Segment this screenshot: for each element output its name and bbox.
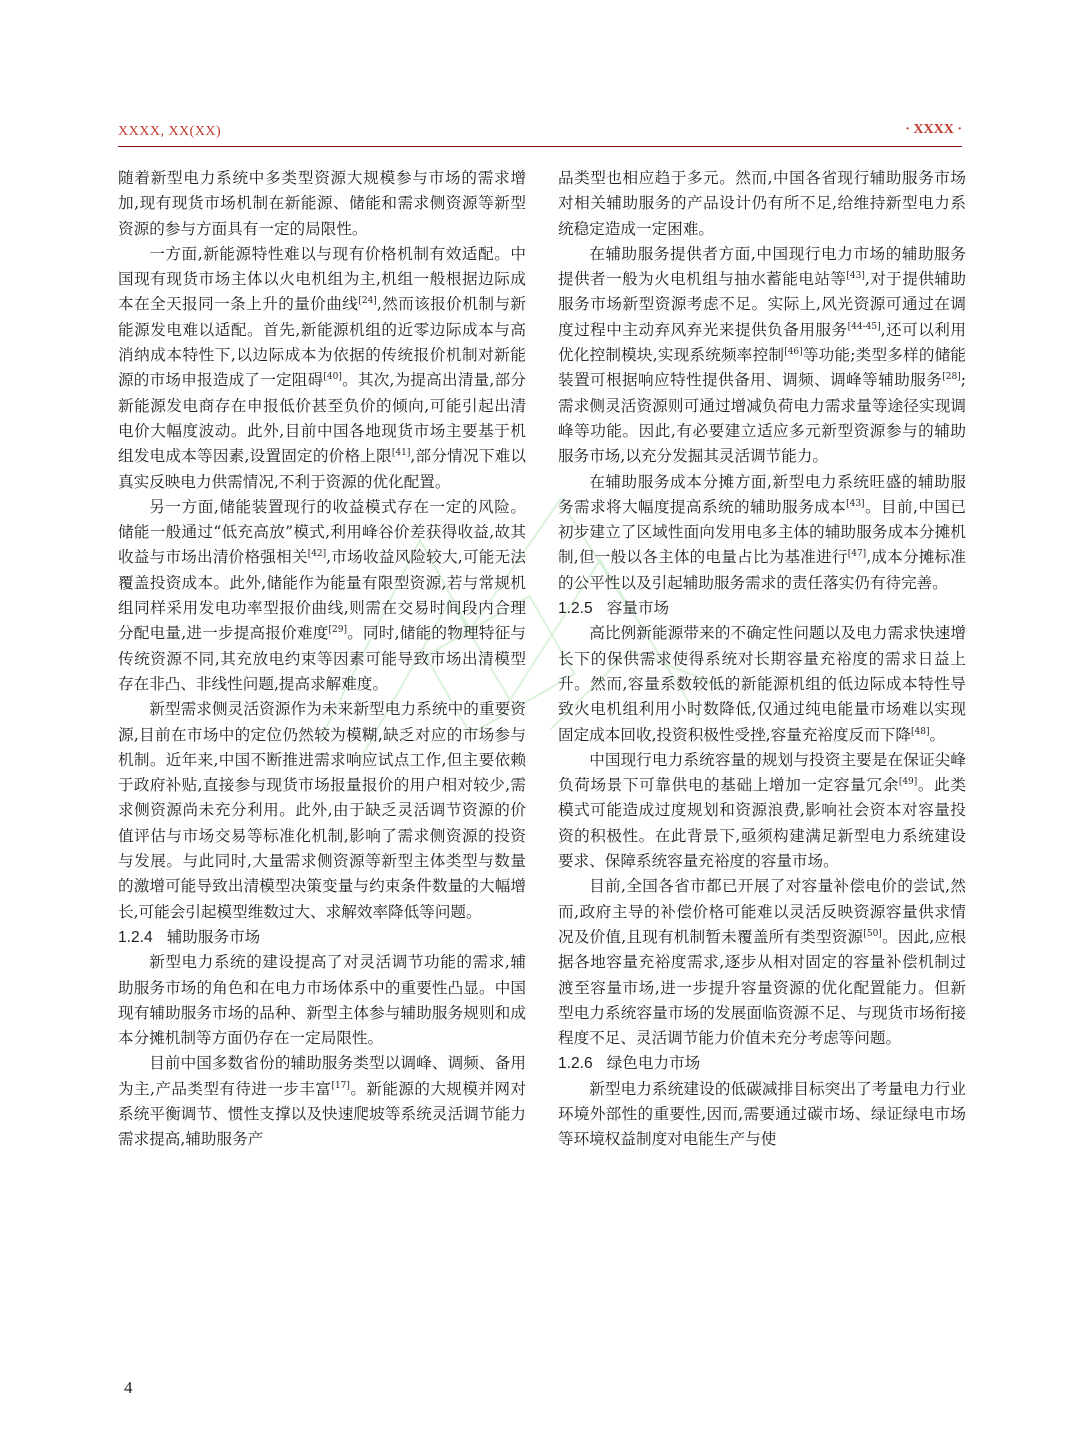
- citation: [43]: [846, 271, 865, 281]
- paragraph: 中国现行电力系统容量的规划与投资主要是在保证尖峰负荷场景下可靠供电的基础上增加一定容量冗余[49]。此类模式可能造成过度规划和资源浪费,影响社会资本对容量投资的积极性。在此背景下,亟须构建满足新型电力系统建设要求、保障系统容量充裕度的容量市场。: [558, 750, 966, 871]
- left-column: [118, 166, 526, 1153]
- paragraph: 一方面,新能源特性难以与现有价格机制有效适配。中国现有现货市场主体以火电机组为主,机组一般根据边际成本在全天报同一条上升的量价曲线[24],然而该报价机制与新能源发电难以适配。首先,新能源机组的近零边际成本与高消纳成本特性下,以边际成本为依据的传统报价机制对新能源的市场申报造成了一定阻碍[40]。其次,为提高出清量,部分新能源发电商存在申报低价甚至负价的倾向,可能引起出清电价大幅度波动。此外,目前中国各地现货市场主要基于机组发电成本等因素,设置固定的价格上限[41],部分情况下难以真实反映电力供需情况,不利于资源的优化配置。: [118, 244, 526, 491]
- citation: [40]: [323, 372, 342, 383]
- citation: [29]: [328, 625, 348, 636]
- citation: [28]: [942, 372, 961, 383]
- paragraph: 在辅助服务成本分摊方面,新型电力系统旺盛的辅助服务需求将大幅度提高系统的辅助服务成本[43]。目前,中国已初步建立了区域性面向发用电多主体的辅助服务成本分摊机制,但一般以各主体的电量占比为基准进行[47],成本分摊标准的公平性以及引起辅助服务需求的责任落实仍有待完善。: [558, 472, 966, 592]
- paragraph: 目前,全国各省市都已开展了对容量补偿电价的尝试,然而,政府主导的补偿价格可能难以灵活反映资源容量供求情况及价值,且现有机制暂未覆盖所有类型资源[50]。因此,应根据各地容量充裕度需求,逐步从相对固定的容量补偿机制过渡至容量市场,进一步提升容量资源的优化配置能力。但新型电力系统容量市场的发展面临资源不足、与现货市场衔接程度不足、灵活调节能力价值未充分考虑等问题。: [558, 877, 966, 1048]
- paragraph: 目前中国多数省份的辅助服务类型以调峰、调频、备用为主,产品类型有待进一步丰富[17]。新能源的大规模并网对系统平衡调节、惯性支撑以及快速爬坡等系统灵活调节能力需求提高,辅助服务产: [118, 1054, 526, 1149]
- paragraph: 新型电力系统的建设提高了对灵活调节功能的需求,辅助服务市场的角色和在电力市场体系中的重要性凸显。中国现有辅助服务市场的品种、新型主体参与辅助服务规则和成本分摊机制等方面仍存在一定局限性。: [118, 953, 526, 1048]
- section-heading-1-2-4: 1.2.4 辅助服务市场: [118, 927, 261, 946]
- paragraph: 随着新型电力系统中多类型资源大规模参与市场的需求增加,现有现货市场机制在新能源、储能和需求侧资源等新型资源的参与方面具有一定的局限性。: [118, 169, 526, 238]
- citation: [24]: [358, 296, 377, 307]
- citation: [50]: [863, 928, 882, 939]
- citation: [41]: [391, 448, 411, 459]
- header-divider: [118, 146, 962, 147]
- paragraph: 高比例新能源带来的不确定性问题以及电力需求快速增长下的保供需求使得系统对长期容量充裕度的需求日益上升。然而,容量系数较低的新能源机组的低边际成本特性导致火电机组利用小时数降低,仅通过纯电能量市场难以实现固定成本回收,投资积极性受挫,容量充裕度反而下降[48]。: [558, 624, 966, 744]
- paragraph: 在辅助服务提供者方面,中国现行电力市场的辅助服务提供者一般为火电机组与抽水蓄能电站等[43],对于提供辅助服务市场新型资源考虑不足。实际上,风光资源可通过在调度过程中主动弃风弃光来提供负备用服务[44-45],还可以利用优化控制模块,实现系统频率控制[46]等功能;类型多样的储能装置可根据响应特性提供备用、调频、调峰等辅助服务[28];需求侧灵活资源则可通过增减负荷电力需求量等途径实现调峰等功能。因此,有必要建立适应多元新型资源参与的辅助服务市场,以充分发掘其灵活调节能力。: [558, 244, 966, 466]
- page-number: 4: [124, 1378, 133, 1397]
- citation: [48]: [910, 726, 930, 737]
- section-heading-1-2-5: 1.2.5 容量市场: [558, 599, 670, 618]
- citation: [49]: [898, 776, 918, 787]
- citation: [42]: [307, 549, 327, 560]
- paragraph: 另一方面,储能装置现行的收益模式存在一定的风险。储能一般通过“低充高放”模式,利用峰谷价差获得收益,故其收益与市场出清价格强相关[42],市场收益风险较大,可能无法覆盖投资成本。此外,储能作为能量有限型资源,若与常规机组同样采用发电功率型报价曲线,则需在交易时间段内合理分配电量,进一步提高报价难度[29]。同时,储能的物理特征与传统资源不同,其充放电约束等因素可能导致市场出清模型存在非凸、非线性问题,提高求解难度。: [118, 497, 526, 693]
- journal-issue: XXXX, XX(XX): [118, 124, 222, 139]
- section-heading-1-2-6: 1.2.6 绿色电力市场: [558, 1054, 701, 1073]
- journal-name: · XXXX ·: [905, 122, 962, 137]
- paragraph: 新型电力系统建设的低碳减排目标突出了考量电力行业环境外部性的重要性,因而,需要通过碳市场、绿证绿电市场等环境权益制度对电能生产与使: [558, 1079, 966, 1149]
- citation: [46]: [784, 346, 803, 357]
- citation: [47]: [847, 549, 867, 560]
- right-column: [558, 166, 966, 1153]
- citation: [43]: [846, 498, 865, 509]
- citation: [17]: [331, 1080, 350, 1091]
- paragraph: 品类型也相应趋于多元。然而,中国各省现行辅助服务市场对相关辅助服务的产品设计仍有所不足,给维持新型电力系统稳定造成一定困难。: [558, 169, 966, 238]
- paragraph: 新型需求侧灵活资源作为未来新型电力系统中的重要资源,目前在市场中的定位仍然较为模糊,缺乏对应的市场参与机制。近年来,中国不断推进需求响应试点工作,但主要依赖于政府补贴,直接参与现货市场报量报价的用户相对较少,需求侧资源尚未充分利用。此外,由于缺乏灵活调节资源的价值评估与市场交易等标准化机制,影响了需求侧资源的投资与发展。与此同时,大量需求侧资源等新型主体类型与数量的激增可能导致出清模型决策变量与约束条件数量的大幅增长,可能会引起模型维数过大、求解效率降低等问题。: [118, 700, 526, 921]
- citation: [44-45]: [847, 321, 881, 332]
